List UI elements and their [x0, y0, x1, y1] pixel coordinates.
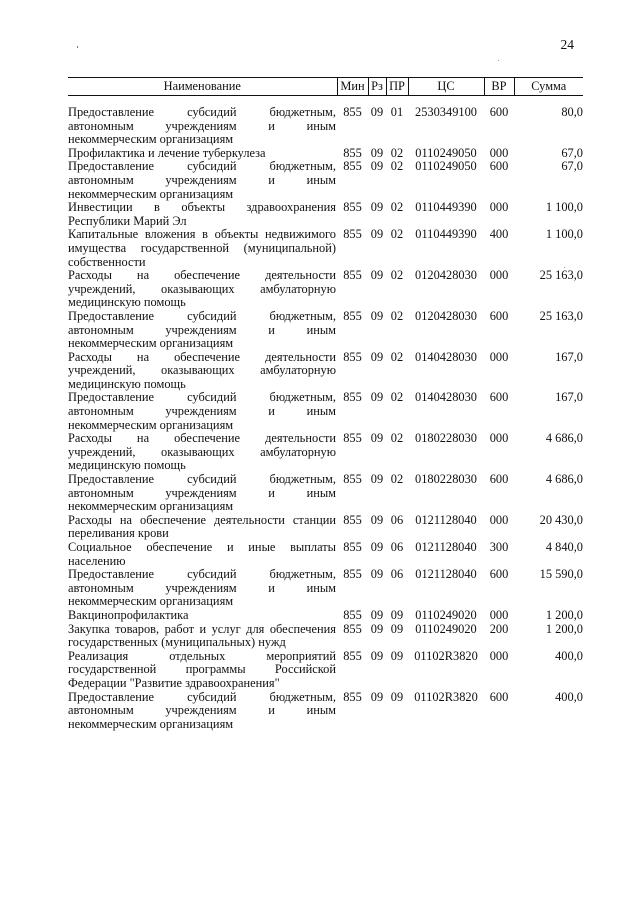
cell-min: 855 — [343, 512, 362, 527]
cell-vr: 000 — [489, 200, 509, 215]
cell-cs: 0120428030 — [415, 308, 477, 323]
cell-vr: 600 — [489, 105, 509, 119]
header-min: Мин — [337, 78, 368, 96]
cell-cs: 0121128040 — [415, 512, 477, 527]
cell-name: Предоставление субсидий бюджетным, автономным учреждениям и иным некоммерческим организациям — [68, 689, 336, 731]
table-row — [68, 391, 583, 432]
cell-vr: 000 — [489, 431, 509, 446]
cell-sum: 1 100,0 — [545, 200, 583, 215]
table-row — [68, 541, 583, 568]
cell-pr: 09 — [390, 689, 404, 704]
cell-name: Инвестиции в объекты здравоохранения Республики Марий Эл — [68, 200, 336, 228]
header-rz: Рз — [368, 78, 386, 96]
cell-sum: 67,0 — [561, 145, 583, 160]
header-vr: ВР — [484, 78, 514, 96]
cell-cs: 2530349100 — [415, 105, 477, 119]
cell-vr: 000 — [489, 145, 509, 160]
header-pr: ПР — [386, 78, 408, 96]
cell-name: Социальное обеспечение и иные выплаты населению — [68, 540, 336, 568]
cell-cs: 0140428030 — [415, 349, 477, 364]
cell-sum: 4 840,0 — [545, 540, 583, 554]
cell-vr: 000 — [489, 607, 509, 622]
cell-pr: 02 — [390, 431, 404, 446]
cell-pr: 06 — [390, 567, 404, 582]
cell-min: 855 — [343, 105, 362, 119]
cell-sum: 400,0 — [555, 689, 583, 704]
cell-name: Предоставление субсидий бюджетным, автономным учреждениям и иным некоммерческим организациям — [68, 308, 336, 351]
table-row — [68, 96, 583, 147]
cell-sum: 167,0 — [555, 349, 583, 364]
cell-vr: 000 — [489, 349, 509, 364]
cell-rz: 09 — [370, 621, 384, 636]
cell-rz: 09 — [370, 472, 384, 487]
cell-cs: 0140428030 — [415, 390, 477, 405]
cell-min: 855 — [343, 159, 362, 174]
cell-name: Закупка товаров, работ и услуг для обеспечения государственных (муниципальных) нужд — [68, 621, 336, 650]
table-row — [68, 228, 583, 269]
cell-min: 855 — [343, 540, 362, 554]
cell-cs: 0121128040 — [415, 567, 477, 582]
table-row — [68, 201, 583, 228]
cell-min: 855 — [343, 648, 362, 663]
cell-sum: 1 200,0 — [545, 607, 583, 622]
cell-name: Предоставление субсидий бюджетным, автономным учреждениям и иным некоммерческим организациям — [68, 390, 336, 432]
cell-pr: 02 — [390, 472, 404, 487]
cell-rz: 09 — [370, 431, 384, 446]
cell-rz: 09 — [370, 540, 384, 554]
cell-pr: 02 — [390, 227, 404, 242]
cell-sum: 1 100,0 — [545, 227, 583, 242]
header-cs: ЦС — [408, 78, 484, 96]
cell-sum: 4 686,0 — [545, 472, 583, 487]
cell-min: 855 — [343, 621, 362, 636]
cell-vr: 000 — [489, 648, 509, 663]
cell-name: Реализация отдельных мероприятий государственной программы Российской Федерации "Развитие здравоохранения" — [68, 648, 336, 690]
cell-pr: 02 — [390, 159, 404, 174]
cell-min: 855 — [343, 349, 362, 364]
scan-speck — [498, 60, 499, 61]
table-row — [68, 568, 583, 609]
budget-table — [68, 77, 583, 731]
cell-min: 855 — [343, 607, 362, 622]
cell-name: Профилактика и лечение туберкулеза — [68, 145, 266, 160]
cell-cs: 0120428030 — [415, 268, 477, 283]
cell-pr: 02 — [390, 200, 404, 215]
cell-vr: 600 — [489, 159, 509, 174]
table-row — [68, 351, 583, 392]
cell-cs: 0110449390 — [415, 200, 477, 215]
cell-min: 855 — [343, 268, 362, 283]
cell-vr: 000 — [489, 512, 509, 527]
cell-vr: 600 — [489, 390, 509, 405]
cell-name: Расходы на обеспечение деятельности учреждений, оказывающих амбулаторную медицинскую помощь — [68, 268, 336, 310]
cell-cs: 0180228030 — [415, 431, 477, 446]
cell-pr: 09 — [390, 621, 404, 636]
cell-vr: 600 — [489, 308, 509, 323]
cell-pr: 09 — [390, 648, 404, 663]
cell-cs: 0121128040 — [415, 540, 477, 554]
table-row — [68, 147, 583, 161]
cell-rz: 09 — [370, 648, 384, 663]
cell-rz: 09 — [370, 689, 384, 704]
cell-rz: 09 — [370, 308, 384, 323]
cell-sum: 4 686,0 — [545, 431, 583, 446]
cell-min: 855 — [343, 689, 362, 704]
cell-vr: 600 — [489, 689, 509, 704]
cell-name: Вакцинопрофилактика — [68, 607, 189, 622]
cell-rz: 09 — [370, 512, 384, 527]
cell-min: 855 — [343, 145, 362, 160]
cell-pr: 09 — [390, 607, 404, 622]
cell-rz: 09 — [370, 390, 384, 405]
page-number: 24 — [560, 37, 574, 52]
cell-sum: 25 163,0 — [539, 308, 583, 323]
cell-sum: 400,0 — [555, 648, 583, 663]
cell-vr: 600 — [489, 472, 509, 487]
cell-cs: 0110249050 — [415, 145, 477, 160]
cell-rz: 09 — [370, 567, 384, 582]
cell-pr: 02 — [390, 268, 404, 283]
cell-rz: 09 — [370, 159, 384, 174]
cell-min: 855 — [343, 472, 362, 487]
cell-pr: 06 — [390, 540, 404, 554]
cell-vr: 400 — [489, 227, 509, 242]
cell-min: 855 — [343, 308, 362, 323]
table-row — [68, 514, 583, 541]
table-row — [68, 432, 583, 473]
table-header-row — [68, 78, 583, 96]
header-name: Наименование — [68, 78, 337, 96]
table-row — [68, 160, 583, 201]
cell-rz: 09 — [370, 607, 384, 622]
table-row — [68, 609, 583, 623]
cell-cs: 0110249020 — [415, 607, 477, 622]
cell-sum: 80,0 — [561, 105, 583, 119]
cell-name: Расходы на обеспечение деятельности учреждений, оказывающих амбулаторную медицинскую помощь — [68, 349, 336, 391]
cell-vr: 000 — [489, 268, 509, 283]
table-row — [68, 650, 583, 691]
cell-rz: 09 — [370, 105, 384, 119]
cell-name: Предоставление субсидий бюджетным, автономным учреждениям и иным некоммерческим организациям — [68, 567, 336, 609]
cell-cs: 01102R3820 — [414, 648, 478, 663]
cell-name: Капитальные вложения в объекты недвижимого имущества государственной (муниципальной) собственности — [68, 227, 336, 269]
cell-sum: 25 163,0 — [539, 268, 583, 283]
cell-min: 855 — [343, 390, 362, 405]
cell-sum: 1 200,0 — [545, 621, 583, 636]
cell-vr: 600 — [489, 567, 509, 582]
cell-rz: 09 — [370, 200, 384, 215]
table-row — [68, 473, 583, 514]
cell-vr: 200 — [489, 621, 509, 636]
cell-cs: 0180228030 — [415, 472, 477, 487]
cell-rz: 09 — [370, 145, 384, 160]
cell-name: Предоставление субсидий бюджетным, автономным учреждениям и иным некоммерческим организациям — [68, 159, 336, 201]
cell-pr: 02 — [390, 308, 404, 323]
header-sum: Сумма — [514, 78, 583, 96]
cell-name: Предоставление субсидий бюджетным, автономным учреждениям и иным некоммерческим организациям — [68, 472, 336, 514]
cell-pr: 02 — [390, 349, 404, 364]
table-row — [68, 623, 583, 650]
cell-sum: 20 430,0 — [539, 512, 583, 527]
cell-rz: 09 — [370, 227, 384, 242]
cell-cs: 0110249020 — [415, 621, 477, 636]
cell-name: Расходы на обеспечение деятельности учреждений, оказывающих амбулаторную медицинскую помощь — [68, 431, 336, 473]
cell-min: 855 — [343, 200, 362, 215]
cell-rz: 09 — [370, 349, 384, 364]
cell-name: Предоставление субсидий бюджетным, автономным учреждениям и иным некоммерческим организациям — [68, 105, 336, 147]
cell-pr: 01 — [390, 105, 404, 119]
scan-speck — [77, 46, 78, 48]
cell-min: 855 — [343, 567, 362, 582]
table-row — [68, 269, 583, 310]
cell-pr: 02 — [390, 145, 404, 160]
table-row — [68, 691, 583, 732]
cell-pr: 06 — [390, 512, 404, 527]
cell-sum: 167,0 — [555, 390, 583, 405]
cell-name: Расходы на обеспечение деятельности станции переливания крови — [68, 512, 336, 541]
cell-min: 855 — [343, 431, 362, 446]
cell-sum: 15 590,0 — [539, 567, 583, 582]
cell-cs: 01102R3820 — [414, 689, 478, 704]
cell-sum: 67,0 — [561, 159, 583, 174]
cell-cs: 0110249050 — [415, 159, 477, 174]
cell-rz: 09 — [370, 268, 384, 283]
cell-min: 855 — [343, 227, 362, 242]
cell-cs: 0110449390 — [415, 227, 477, 242]
cell-pr: 02 — [390, 390, 404, 405]
cell-vr: 300 — [489, 540, 509, 554]
table-row — [68, 310, 583, 351]
